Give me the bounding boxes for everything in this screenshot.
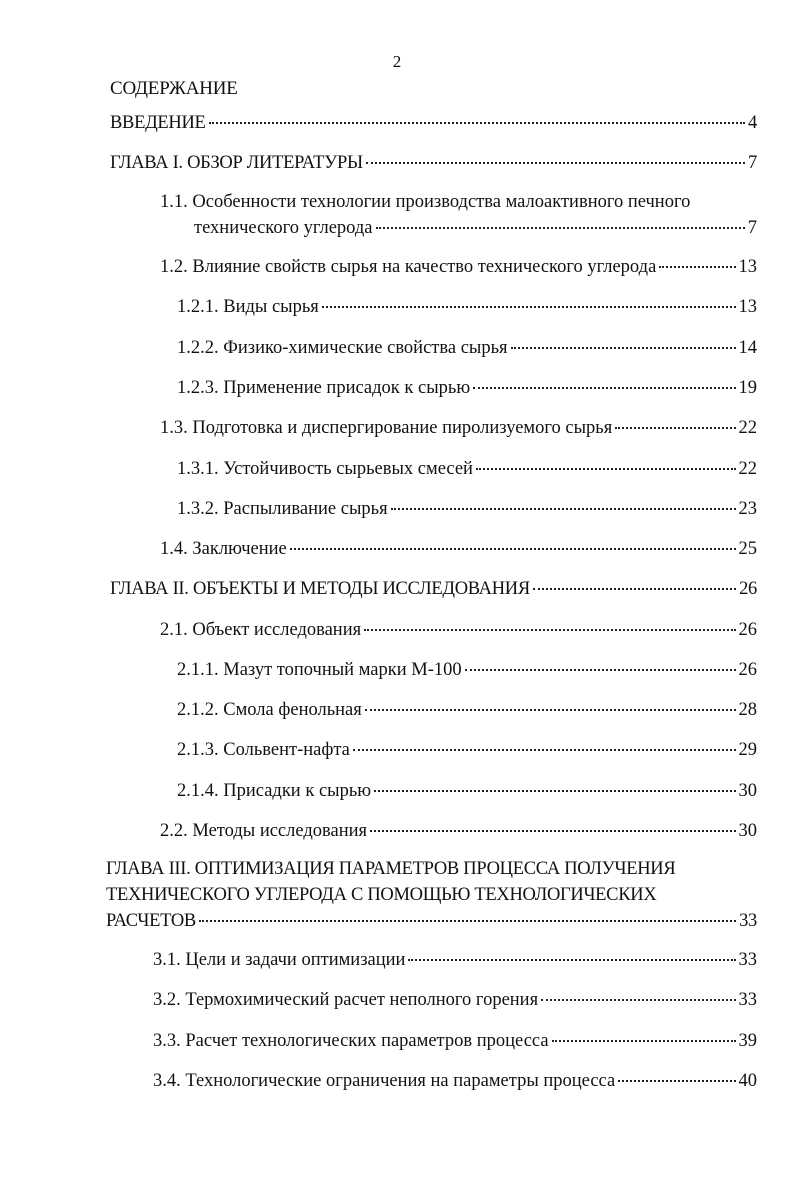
toc-entry-1-2-3[interactable] — [177, 376, 757, 400]
toc-entry-label: ВВЕДЕНИЕ — [110, 113, 206, 133]
toc-entry-page: 23 — [738, 499, 757, 519]
toc-entry-1-2-2[interactable] — [177, 336, 757, 360]
dot-leader — [473, 387, 735, 389]
dot-leader — [408, 959, 735, 961]
toc-entry-label: 1.3.2. Распыливание сырья — [177, 499, 388, 519]
toc-entry-page: 7 — [747, 218, 757, 238]
toc-entry-page: 28 — [738, 700, 757, 720]
dot-leader — [376, 227, 745, 229]
toc-entry-label-line1: ГЛАВА III. ОПТИМИЗАЦИЯ ПАРАМЕТРОВ ПРОЦЕССА ПОЛУЧЕНИЯ — [106, 859, 676, 879]
toc-entry-label: 1.2. Влияние свойств сырья на качество технического углерода — [160, 257, 657, 277]
toc-entry-label-line2: ТЕХНИЧЕСКОГО УГЛЕРОДА С ПОМОЩЬЮ ТЕХНОЛОГИЧЕСКИХ — [106, 885, 657, 905]
toc-entry-label-line1: 1.1. Особенности технологии производства малоактивного печного — [160, 192, 691, 212]
toc-entry-label: 1.3.1. Устойчивость сырьевых смесей — [177, 459, 473, 479]
toc-entry-page: 33 — [739, 911, 757, 931]
toc-entry-label: 1.2.1. Виды сырья — [177, 297, 319, 317]
dot-leader — [366, 162, 745, 164]
toc-entry-page: 4 — [748, 113, 757, 133]
toc-entry-page: 25 — [738, 539, 757, 559]
toc-title: СОДЕРЖАНИЕ — [110, 78, 238, 99]
toc-entry-page: 22 — [738, 418, 757, 438]
toc-entry-page: 26 — [739, 579, 757, 599]
toc-entry-2-1-4[interactable] — [177, 779, 757, 803]
dot-leader — [322, 306, 736, 308]
toc-entry-page: 29 — [738, 740, 757, 760]
toc-entry-introduction[interactable] — [110, 111, 757, 135]
toc-entry-page: 26 — [738, 660, 757, 680]
dot-leader — [365, 709, 736, 711]
dot-leader — [290, 548, 736, 550]
dot-leader — [659, 266, 735, 268]
toc-entry-page: 26 — [738, 620, 757, 640]
dot-leader — [374, 790, 735, 792]
toc-entry-page: 19 — [738, 378, 757, 398]
toc-entry-page: 33 — [738, 990, 757, 1010]
toc-entry-2-1[interactable] — [160, 618, 757, 642]
toc-entry-page: 13 — [738, 297, 757, 317]
toc-entry-page: 13 — [738, 257, 757, 277]
toc-entry-1-1[interactable] — [160, 189, 757, 241]
dot-leader — [511, 347, 736, 349]
toc-entry-label: ГЛАВА I. ОБЗОР ЛИТЕРАТУРЫ — [110, 153, 363, 173]
dot-leader — [476, 468, 736, 470]
toc-entry-label: 2.1. Объект исследования — [160, 620, 362, 640]
toc-entry-label: 1.2.3. Применение присадок к сырью — [177, 378, 471, 398]
dot-leader — [209, 122, 746, 124]
toc-entry-2-1-3[interactable] — [177, 738, 757, 762]
toc-entry-label: ГЛАВА II. ОБЪЕКТЫ И МЕТОДЫ ИССЛЕДОВАНИЯ — [110, 579, 530, 599]
toc-entry-label: 3.1. Цели и задачи оптимизации — [153, 950, 406, 970]
toc-entry-label: 2.1.1. Мазут топочный марки М-100 — [177, 660, 462, 680]
toc-entry-3-1[interactable] — [153, 948, 757, 972]
dot-leader — [618, 1080, 735, 1082]
toc-entry-label: 1.4. Заключение — [160, 539, 287, 559]
toc-entry-3-3[interactable] — [153, 1029, 757, 1053]
toc-entry-page: 14 — [738, 338, 757, 358]
toc-entry-3-4[interactable] — [153, 1069, 757, 1093]
toc-entry-page: 22 — [738, 459, 757, 479]
toc-entry-page: 7 — [748, 153, 757, 173]
toc-entry-1-2-1[interactable] — [177, 295, 757, 319]
toc-entry-page: 40 — [738, 1071, 757, 1091]
toc-entry-label-line3: РАСЧЕТОВ — [106, 911, 196, 931]
toc-entry-label: 2.1.4. Присадки к сырью — [177, 781, 372, 801]
toc-entry-label: 3.2. Термохимический расчет неполного горения — [153, 990, 539, 1010]
dot-leader — [533, 588, 736, 590]
toc-entry-1-3[interactable] — [160, 416, 757, 440]
dot-leader — [364, 629, 735, 631]
toc-entry-1-2[interactable] — [160, 255, 757, 279]
dot-leader — [465, 669, 736, 671]
page-number: 2 — [392, 52, 402, 71]
toc-entry-chapter-1[interactable] — [110, 151, 757, 175]
toc-entry-label: 2.2. Методы исследования — [160, 821, 368, 841]
toc-entry-label-line2: технического углерода — [194, 218, 373, 238]
toc-entry-page: 30 — [738, 781, 757, 801]
toc-entry-label: 2.1.3. Сольвент-нафта — [177, 740, 350, 760]
toc-entry-label: 2.1.2. Смола фенольная — [177, 700, 362, 720]
toc-entry-1-4[interactable] — [160, 537, 757, 561]
toc-entry-label: 1.3. Подготовка и диспергирование пиролизуемого сырья — [160, 418, 613, 438]
dot-leader — [391, 508, 736, 510]
dot-leader — [552, 1040, 736, 1042]
toc-entry-label: 3.3. Расчет технологических параметров процесса — [153, 1031, 549, 1051]
toc-entry-chapter-2[interactable] — [110, 577, 757, 601]
toc-entry-2-1-2[interactable] — [177, 698, 757, 722]
dot-leader — [541, 999, 735, 1001]
toc-entry-page: 39 — [738, 1031, 757, 1051]
toc-entry-chapter-3[interactable] — [106, 856, 757, 934]
dot-leader — [199, 920, 736, 922]
dot-leader — [615, 427, 735, 429]
dot-leader — [353, 749, 736, 751]
toc-entry-page: 30 — [738, 821, 757, 841]
toc-entry-3-2[interactable] — [153, 988, 757, 1012]
toc-entry-1-3-1[interactable] — [177, 457, 757, 481]
toc-entry-label: 1.2.2. Физико-химические свойства сырья — [177, 338, 508, 358]
toc-entry-page: 33 — [738, 950, 757, 970]
toc-entry-label: 3.4. Технологические ограничения на параметры процесса — [153, 1071, 616, 1091]
toc-entry-2-2[interactable] — [160, 819, 757, 843]
toc-entry-2-1-1[interactable] — [177, 658, 757, 682]
toc-entry-1-3-2[interactable] — [177, 497, 757, 521]
dot-leader — [370, 830, 735, 832]
